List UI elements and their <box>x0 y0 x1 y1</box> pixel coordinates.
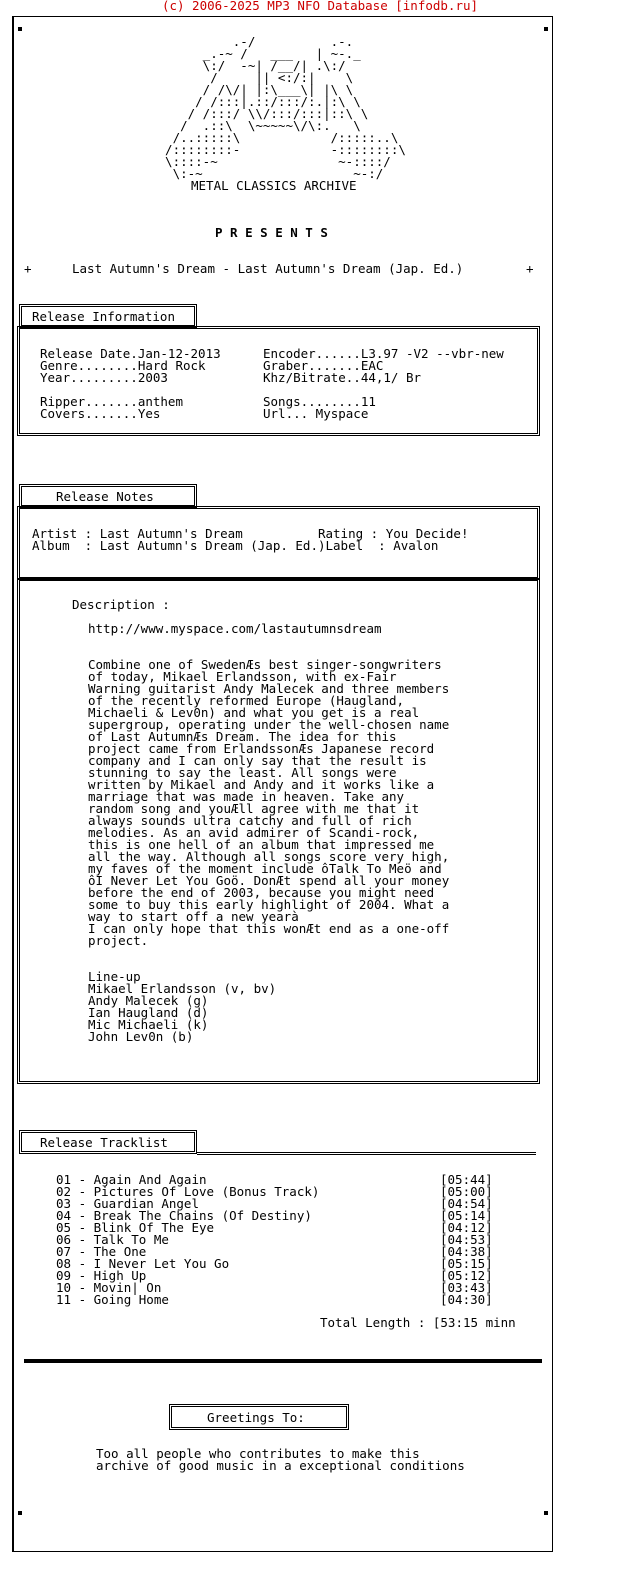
corner-dot-bl <box>18 1511 22 1515</box>
track-time: [04:30] <box>440 1292 493 1307</box>
track-title: 03 - Guardian Angel <box>56 1196 199 1211</box>
tracklist-tab-label: Release Tracklist <box>40 1135 168 1150</box>
track-title: 08 - I Never Let You Go <box>56 1256 230 1271</box>
logo-line: _.-~ / ___ | ~-._ <box>150 46 361 61</box>
track-time: [05:14] <box>440 1208 493 1223</box>
separator-bar <box>24 1359 542 1363</box>
track-title: 01 - Again And Again <box>56 1172 207 1187</box>
track-time: [05:00] <box>440 1184 493 1199</box>
info-tab-label: Release Information <box>32 309 175 324</box>
logo-line: \:-~ ~-:/ <box>150 166 384 181</box>
greetings-text: Too all people who contributes to make this archive of good music in a exceptional conditions <box>96 1446 465 1473</box>
track-time: [05:44] <box>440 1172 493 1187</box>
description-url: http://www.myspace.com/lastautumnsdream <box>88 621 382 636</box>
track-title: 05 - Blink Of The Eye <box>56 1220 215 1235</box>
total-length: Total Length : [53:15 minn <box>320 1315 516 1330</box>
track-time: [04:12] <box>440 1220 493 1235</box>
tracklist-rule <box>197 1152 536 1155</box>
track-time: [05:12] <box>440 1268 493 1283</box>
track-title: 09 - High Up <box>56 1268 147 1283</box>
track-time: [04:54] <box>440 1196 493 1211</box>
plus-left: + <box>24 261 32 276</box>
track-title: 04 - Break The Chains (Of Destiny) <box>56 1208 312 1223</box>
track-time: [03:43] <box>440 1280 493 1295</box>
corner-dot-br <box>544 1511 548 1515</box>
lineup: Line-up Mikael Erlandsson (v, bv) Andy Malecek (g) Ian Haugland (d) Mic Michaeli (k) John Lev0n (b) <box>88 969 277 1044</box>
plus-right: + <box>526 261 534 276</box>
track-title: 10 - Movin| On <box>56 1280 162 1295</box>
logo-line: \::::-~ ~-::::/ <box>150 154 391 169</box>
track-title: 07 - The One <box>56 1244 147 1259</box>
greetings-title: Greetings To: <box>207 1410 305 1425</box>
logo-line: / /\/| |:\___\| |\ \ <box>150 82 354 97</box>
track-time: [04:53] <box>440 1232 493 1247</box>
logo-line: /::::::::- -::::::::\ <box>150 142 406 157</box>
logo-line: \:/ -~| /__/| .\:/ <box>150 58 346 73</box>
site-header: (c) 2006-2025 MP3 NFO Database [infodb.ru] <box>161 0 479 13</box>
logo-line: / || <:/:| \ <box>150 70 354 85</box>
notes-artist: Artist : Last Autumn's Dream Rating : You Decide! Album : Last Autumn's Dream (Jap. Ed.)Label : Avalon <box>32 526 469 553</box>
track-time: [05:15] <box>440 1256 493 1271</box>
logo-caption: METAL CLASSICS ARCHIVE <box>191 178 357 193</box>
description-label: Description : <box>72 597 170 612</box>
track-title: 11 - Going Home <box>56 1292 169 1307</box>
release-title: Last Autumn's Dream - Last Autumn's Dream (Jap. Ed.) <box>72 261 464 276</box>
corner-dot-tl <box>18 27 22 31</box>
presents-label: P R E S E N T S <box>215 225 328 240</box>
track-title: 06 - Talk To Me <box>56 1232 169 1247</box>
logo-line: .-/ .-. <box>150 34 354 49</box>
info-left: Release Date.Jan-12-2013 Genre........Hard Rock Year.........2003 Ripper.......anthem Covers.......Yes <box>40 346 221 421</box>
corner-dot-tr <box>544 27 548 31</box>
logo-line: / /:::|.::/:::/:.|:\ \ <box>150 94 361 109</box>
track-title: 02 - Pictures Of Love (Bonus Track) <box>56 1184 320 1199</box>
notes-tab-label: Release Notes <box>56 489 154 504</box>
logo-line: / /:::/ \\/:::/:::|::\ \ <box>150 106 369 121</box>
description-body: Combine one of SwedenÆs best singer-songwriters of today, Mikael Erlandsson, with ex-Fair Warning guitarist Andy Malecek and three members of the recently reformed Europe (Haugland, Michaeli & Lev0n) and what you get is a real supergroup, operating under the well-chosen name of Last AutumnÆs Dream. The idea for this project came from ErlandssonÆs Japanese record company and I can only say that the result is stunning to say the least. All songs were written by Mikael and Andy and it works like a marriage that was made in heaven. Take any random song and youÆll agree with me that it always sounds ultra catchy and full of rich melodies. As an avid admirer of Scandi-rock, this is one hell of an album that impressed me all the way. Although all songs score very high, my faves of the moment include ôTalk To Meö and ôI Never Let You Goö. DonÆt spend all your money before the end of 2003, because you might need some to buy this early highlight of 2004. What a way to start off a new yearà I can only hope that this wonÆt end as a one-off project. <box>88 657 450 948</box>
info-right: Encoder......L3.97 -V2 --vbr-new Graber.......EAC Khz/Bitrate..44,1/ Br Songs........11 Url... Myspace <box>263 346 504 421</box>
track-time: [04:38] <box>440 1244 493 1259</box>
logo-line: /..:::::\ /:::::..\ <box>150 130 399 145</box>
logo-line: / .::\ \~~~~~\/\:. \ <box>150 118 361 133</box>
